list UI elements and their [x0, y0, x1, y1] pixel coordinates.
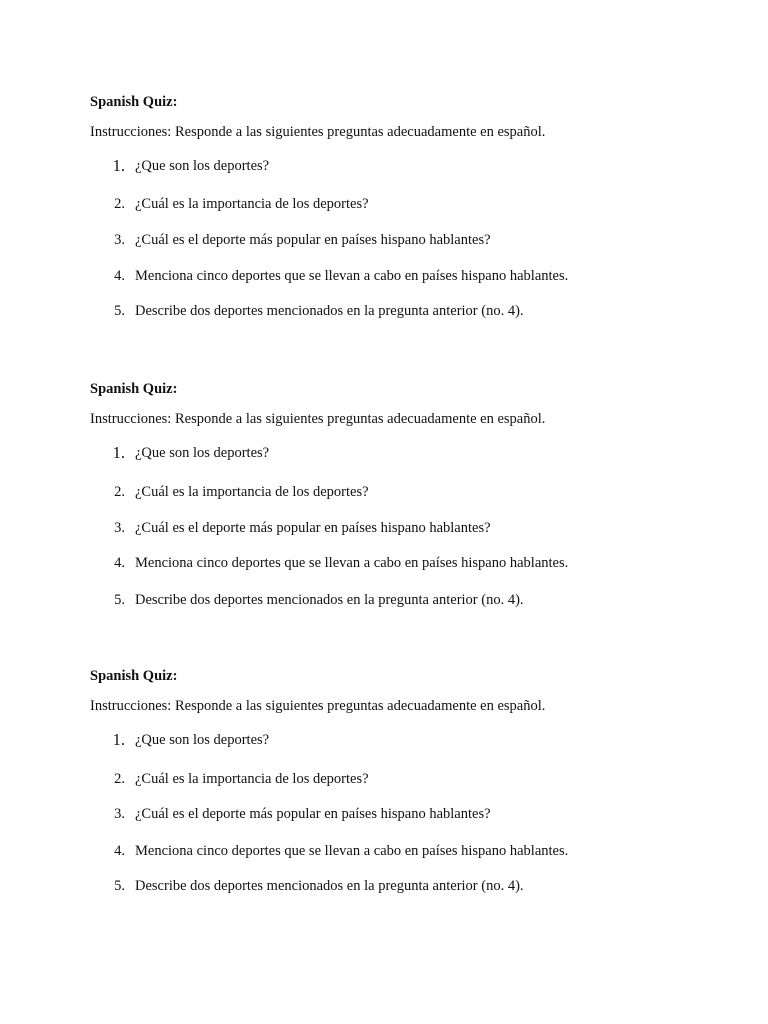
- question-number: 5.: [114, 303, 125, 319]
- quiz-instructions: Instrucciones: Responde a las siguientes preguntas adecuadamente en español.: [90, 124, 546, 140]
- question-text: Menciona cinco deportes que se llevan a cabo en países hispano hablantes.: [135, 555, 569, 571]
- question-text: ¿Que son los deportes?: [135, 445, 270, 461]
- quiz-instructions: Instrucciones: Responde a las siguientes preguntas adecuadamente en español.: [90, 698, 546, 714]
- question-number: 4.: [114, 843, 125, 859]
- question-text: ¿Cuál es el deporte más popular en países hispano hablantes?: [135, 806, 491, 822]
- question-number: 2.: [114, 771, 125, 787]
- question-text: Describe dos deportes mencionados en la pregunta anterior (no. 4).: [135, 878, 524, 894]
- question-text: Menciona cinco deportes que se llevan a cabo en países hispano hablantes.: [135, 843, 569, 859]
- question-text: Describe dos deportes mencionados en la pregunta anterior (no. 4).: [135, 592, 524, 608]
- quiz-title: Spanish Quiz:: [90, 94, 178, 110]
- question-text: ¿Que son los deportes?: [135, 732, 270, 748]
- question-number: 2.: [114, 196, 125, 212]
- question-text: ¿Cuál es la importancia de los deportes?: [135, 196, 369, 212]
- question-text: Menciona cinco deportes que se llevan a cabo en países hispano hablantes.: [135, 268, 569, 284]
- question-number: 3.: [114, 520, 125, 536]
- question-text: ¿Que son los deportes?: [135, 158, 270, 174]
- question-number: 5.: [114, 592, 125, 608]
- question-number: 1.: [112, 156, 125, 175]
- quiz-instructions: Instrucciones: Responde a las siguientes preguntas adecuadamente en español.: [90, 411, 546, 427]
- question-text: ¿Cuál es la importancia de los deportes?: [135, 484, 369, 500]
- quiz-title: Spanish Quiz:: [90, 381, 178, 397]
- question-number: 3.: [114, 806, 125, 822]
- question-text: ¿Cuál es la importancia de los deportes?: [135, 771, 369, 787]
- question-text: Describe dos deportes mencionados en la pregunta anterior (no. 4).: [135, 303, 524, 319]
- question-text: ¿Cuál es el deporte más popular en países hispano hablantes?: [135, 232, 491, 248]
- question-number: 1.: [112, 443, 125, 462]
- question-text: ¿Cuál es el deporte más popular en países hispano hablantes?: [135, 520, 491, 536]
- question-number: 3.: [114, 232, 125, 248]
- question-number: 2.: [114, 484, 125, 500]
- question-number: 4.: [114, 555, 125, 571]
- question-number: 5.: [114, 878, 125, 894]
- quiz-title: Spanish Quiz:: [90, 668, 178, 684]
- question-number: 4.: [114, 268, 125, 284]
- question-number: 1.: [112, 730, 125, 749]
